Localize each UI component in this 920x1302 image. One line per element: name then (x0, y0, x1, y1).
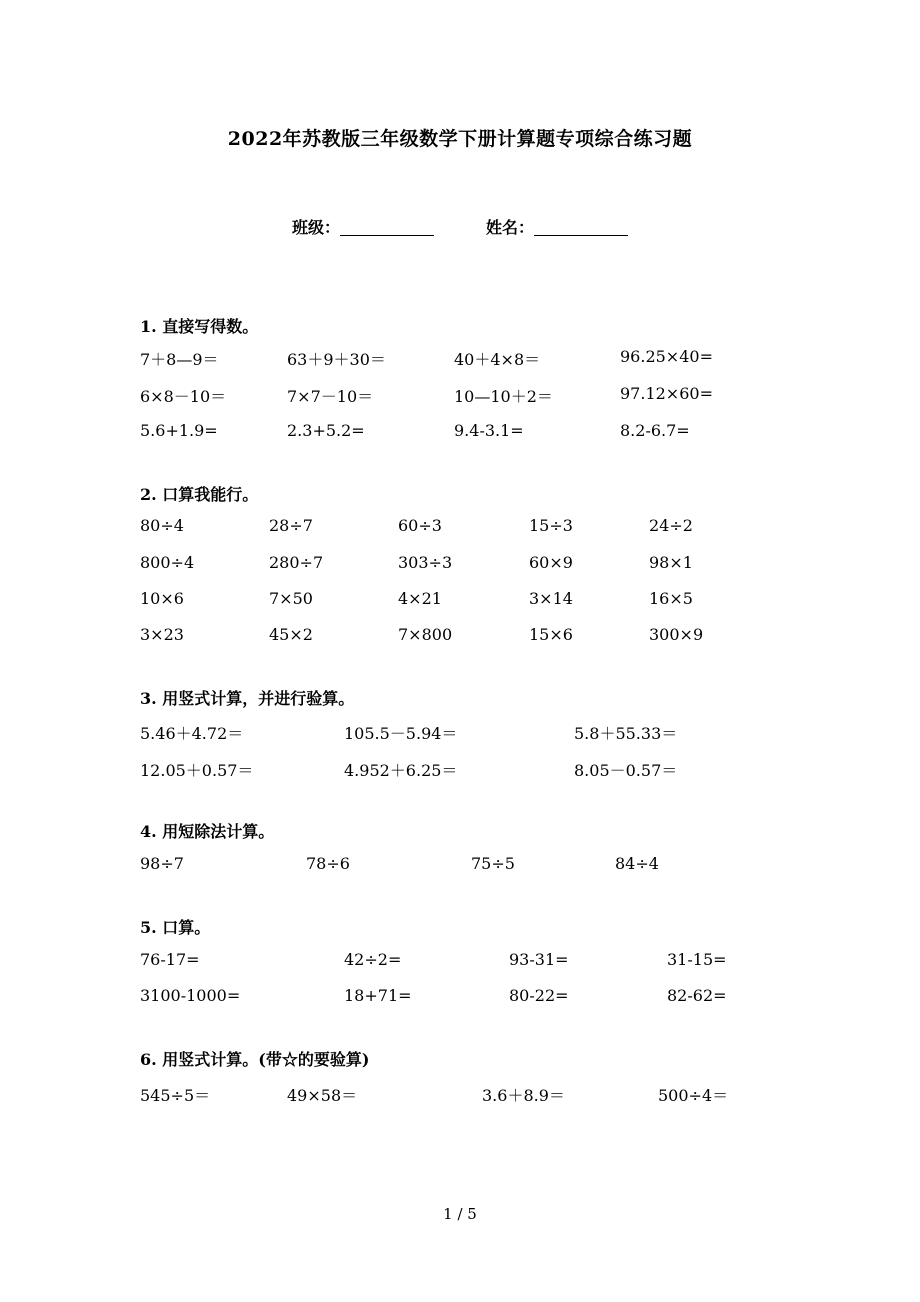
problem: 28÷7 (269, 516, 313, 535)
problem: 24÷2 (649, 516, 693, 535)
problem: 280÷7 (269, 553, 324, 572)
problem: 96.25×40= (620, 347, 713, 366)
problem: 9.4-3.1= (454, 421, 524, 440)
problem: 93-31= (509, 950, 569, 969)
problem: 76-17= (140, 950, 200, 969)
problem: 4×21 (398, 589, 442, 608)
problem: 18+71= (344, 986, 412, 1005)
problem: 7×7－10＝ (287, 387, 374, 406)
problem: 98×1 (649, 553, 693, 572)
problem: 300×9 (649, 625, 704, 644)
problem: 80-22= (509, 986, 569, 1005)
section-4-heading: 4. 用短除法计算。 (140, 822, 275, 841)
problem: 3×23 (140, 625, 184, 644)
student-info (0, 215, 920, 238)
problem: 10—10＋2＝ (454, 387, 553, 406)
problem: 2.3+5.2= (287, 421, 365, 440)
problem: 7×800 (398, 625, 453, 644)
problem: 545÷5＝ (140, 1086, 211, 1105)
problem: 8.05－0.57＝ (574, 761, 678, 780)
problem: 8.2-6.7= (620, 421, 690, 440)
page-number: 1 / 5 (443, 1205, 477, 1223)
problem: 80÷4 (140, 516, 184, 535)
problem: 82-62= (667, 986, 727, 1005)
problem: 49×58＝ (287, 1086, 358, 1105)
problem: 15×6 (529, 625, 573, 644)
problem: 4.952＋6.25＝ (344, 761, 458, 780)
section-5-heading: 5. 口算。 (140, 918, 211, 937)
problem: 60×9 (529, 553, 573, 572)
problem: 10×6 (140, 589, 184, 608)
problem: 45×2 (269, 625, 313, 644)
problem: 5.46＋4.72＝ (140, 724, 244, 743)
problem: 15÷3 (529, 516, 573, 535)
section-6-heading: 6. 用竖式计算。(带☆的要验算) (140, 1050, 370, 1069)
problem: 31-15= (667, 950, 727, 969)
problem: 42÷2= (344, 950, 402, 969)
problem: 63＋9＋30＝ (287, 350, 386, 369)
problem: 5.8＋55.33＝ (574, 724, 678, 743)
problem: 16×5 (649, 589, 693, 608)
section-2-heading: 2. 口算我能行。 (140, 485, 259, 504)
section-3-heading: 3. 用竖式计算，并进行验算。 (140, 689, 355, 708)
problem: 3×14 (529, 589, 573, 608)
problem: 7×50 (269, 589, 313, 608)
problem: 98÷7 (140, 854, 184, 873)
problem: 105.5－5.94＝ (344, 724, 458, 743)
problem: 75÷5 (471, 854, 515, 873)
problem: 500÷4＝ (658, 1086, 729, 1105)
section-1-heading: 1. 直接写得数。 (140, 317, 259, 336)
problem: 84÷4 (615, 854, 659, 873)
class-blank[interactable] (340, 219, 434, 236)
name-label: 姓名： (486, 218, 535, 237)
problem: 3100-1000= (140, 986, 241, 1005)
problem: 303÷3 (398, 553, 453, 572)
problem: 78÷6 (306, 854, 350, 873)
class-label: 班级： (291, 218, 340, 237)
name-blank[interactable] (534, 219, 628, 236)
problem: 6×8－10＝ (140, 387, 227, 406)
problem: 40＋4×8＝ (454, 350, 541, 369)
page-title: 2022年苏教版三年级数学下册计算题专项综合练习题 (227, 128, 693, 150)
problem: 12.05＋0.57＝ (140, 761, 254, 780)
problem: 800÷4 (140, 553, 195, 572)
problem: 3.6＋8.9＝ (482, 1086, 565, 1105)
problem: 97.12×60= (620, 384, 713, 403)
problem: 7＋8—9＝ (140, 350, 219, 369)
problem: 5.6+1.9= (140, 421, 218, 440)
problem: 60÷3 (398, 516, 442, 535)
